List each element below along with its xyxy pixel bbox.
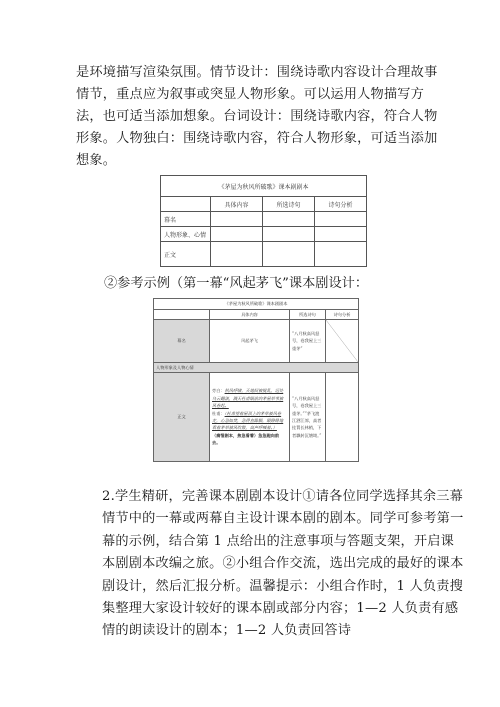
table-header-verse: 所选诗句 <box>263 197 315 212</box>
table-header-blank <box>161 197 211 212</box>
sample-act-verse: “八月秋高风怒号，卷我屋上三重茅” <box>290 320 326 363</box>
sample-body-label: 正文 <box>154 373 210 462</box>
diagonal-line <box>326 320 358 362</box>
sample-header-blank <box>154 310 210 320</box>
dufu-action: （痛惜剧本，焦急看着）急急跑向前去。 <box>212 432 280 446</box>
sample-header-analysis: 诗句分析 <box>326 310 359 320</box>
diagonal-cell <box>326 320 359 363</box>
sample-act-label: 幕名 <box>154 320 210 363</box>
script-template-table <box>160 175 367 267</box>
table-caption: 《茅屋为秋风所破歌》课本剧剧本 <box>161 176 367 197</box>
row-label-character: 人物形象、心情 <box>161 227 211 242</box>
dufu-label: 杜甫： <box>212 410 225 416</box>
narration-text: 秋风呼啸，天地间被搅乱，远处乌云翻滚，满天杜甫眼前的茅屋草苇被风卷起。 <box>212 388 284 409</box>
intro-paragraph: 是环境描写渲染氛围。情节设计：围绕诗歌内容设计合理故事情节，重点应为叙事或突显人物形象。可以运用人物描写方法，也可适当添加想象。台词设计：围绕诗歌内容，符合人物形象。人物独白：围绕诗歌内容，符合人物形象，可适当添加想象。 <box>76 65 438 168</box>
sample-header-verse: 所选诗句 <box>290 310 326 320</box>
task-paragraph: 2.学生精研，完善课本剧剧本设计①请各位同学选择其余三幕情节中的一幕或两幕自主设计课本剧的剧本。同学可参考第一幕的示例，结合第 1 点给出的注意事项与答题支架，开启课本剧剧本改编之旅。②小组合作交流，选出完成的最好的课本剧设计，然后汇报分析。温馨提示：小组合作时，1 人负责搜集整理大家设计较好的课本剧或部分内容；1—2 人负责有感情的朗读设计的剧本；1—2 人负责回答诗 <box>102 489 464 639</box>
sample-character-row: 人物形象及人物心情 <box>154 363 359 373</box>
sample-heading: ②参考示例（第一幕“风起茅飞”课本剧设计： <box>104 276 369 291</box>
sample-script-table <box>153 298 359 462</box>
sample-body-verse: “八月秋高风怒号，卷我屋上三重茅。”“茅飞渡江洒江郊，高者挂罥长林梢，下者飘转沉塘坳。” <box>290 373 326 462</box>
sample-body-analysis <box>326 373 359 462</box>
sample-body-content <box>210 373 290 462</box>
table-header-analysis: 诗句分析 <box>315 197 367 212</box>
dufu-text: （杜甫望着屋顶上的茅草被风卷走，心急如焚，急得直跺脚，眼睁睁地看着茅草被风吹散，高声呼喊着。） <box>212 410 284 431</box>
sample-header-content: 具体内容 <box>210 310 290 320</box>
sample-table-caption: 《茅屋为秋风所破歌》课本剧剧本 <box>154 299 359 310</box>
sample-act-content: 风起茅飞 <box>210 320 290 363</box>
narrator-label: 旁白： <box>212 388 225 394</box>
row-label-act-name: 幕名 <box>161 212 211 227</box>
row-label-body: 正文 <box>161 242 211 267</box>
table-header-content: 具体内容 <box>211 197 263 212</box>
